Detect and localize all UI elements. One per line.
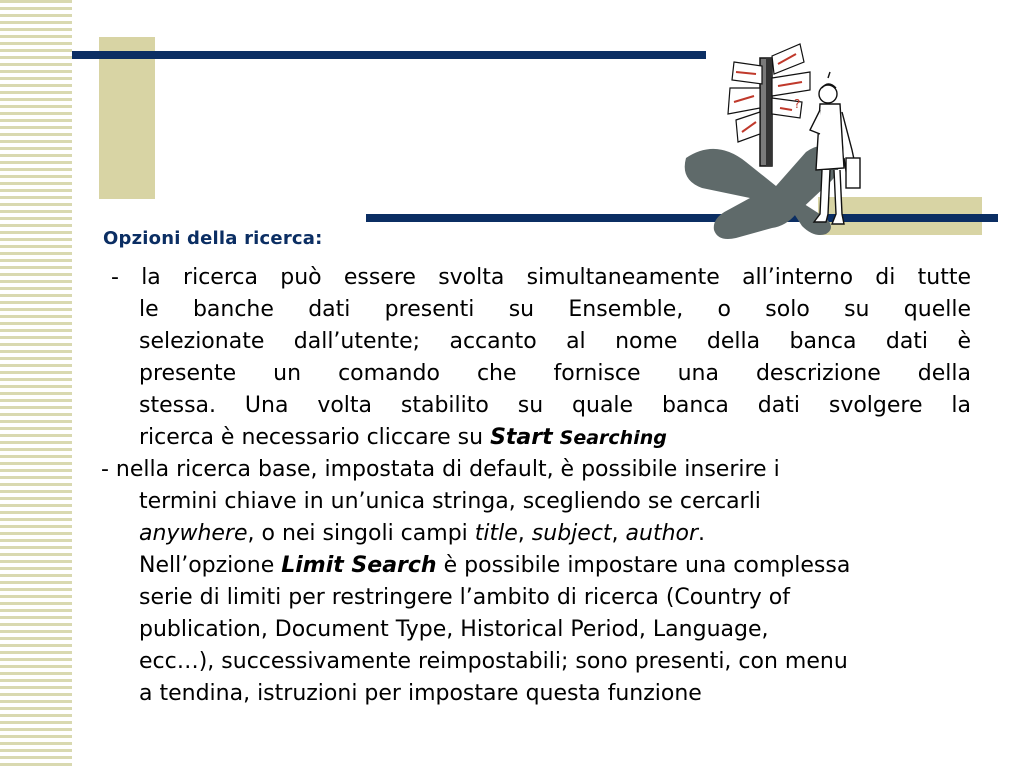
p2-line-3-mid: , o nei singoli campi [247,521,468,546]
confused-man [810,72,860,224]
p2-line-4 [101,550,981,582]
paragraph-basic-search [101,454,981,710]
p2-line-4-rest: è possibile impostare una complessa [443,553,851,578]
left-stripe-border [0,0,72,768]
subject-term: subject [531,521,612,546]
signpost-confused-man-icon [676,38,866,242]
p2-line-1: - nella ricerca base, impostata di default, è possibile inserire i [101,457,780,482]
p1-line-1: - la ricerca può essere svolta simultaneamente all’interno di tutte [111,265,971,290]
start-label: Start [490,425,553,450]
p2-line-2: termini chiave in un’unica stringa, scegliendo se cercarli [139,489,761,514]
p1-line-2: le banche dati presenti su Ensemble, o solo su quelle [139,297,971,322]
limit-search-label: Limit Search [281,553,437,578]
p1-line-4: presente un comando che fornisce una descrizione della [139,361,971,386]
p2-line-4-text: Nell’opzione [139,553,275,578]
paragraph-database-selection [105,262,971,454]
p1-line-3: selezionate dall’utente; accanto al nome della banca dati è [139,329,971,354]
p1-line-6 [105,422,971,454]
author-term: author [625,521,699,546]
searching-label: Searching [559,427,667,449]
top-navy-rule [72,51,706,59]
p2-line-8: a tendina, istruzioni per impostare questa funzione [139,681,702,706]
question-mark: ? [794,97,801,111]
section-heading: Opzioni della ricerca: [103,228,323,249]
p2-line-3 [101,518,981,550]
p2-line-3-sep1: , [517,521,525,546]
title-term: title [474,521,518,546]
p1-line-5: stessa. Una volta stabilito su quale banca dati svolgere la [139,393,971,418]
p2-line-3-sep2: , [611,521,619,546]
tan-accent-block-left [99,37,155,199]
p1-line-6-text: ricerca è necessario cliccare su [139,425,484,450]
p2-line-7: ecc…), successivamente reimpostabili; sono presenti, con menu [139,649,848,674]
anywhere-term: anywhere [139,521,248,546]
p2-line-6: publication, Document Type, Historical Period, Language, [139,617,769,642]
p2-line-3-end: . [698,521,706,546]
p2-line-5: serie di limiti per restringere l’ambito di ricerca (Country of [139,585,791,610]
